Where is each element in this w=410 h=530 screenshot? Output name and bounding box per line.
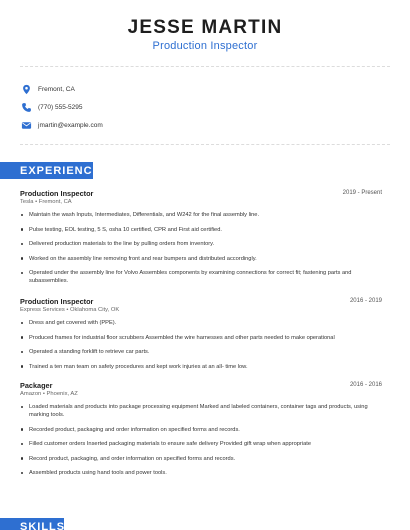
bullet-item: Recorded product, packaging and order information on specified forms and records. [20,426,382,434]
job-dates: 2019 - Present [342,190,382,196]
bullet-item: Pulse testing, EOL testing, 5 S, osha 10 certified, CPR and First aid certified. [20,226,382,234]
job-entry [20,381,382,484]
job-bullets [20,319,382,371]
job-company: Express Services • Oklahoma City, OK [20,307,120,313]
job-dates: 2016 - 2016 [349,382,382,388]
envelope-icon [20,119,32,131]
experience-heading: EXPERIENCE [0,162,93,179]
bullet-item: Loaded materials and products into package processing equipment Marked and labeled containers, container tags and products, using marking tools. [20,403,382,419]
candidate-title: Production Inspector [152,40,258,52]
bullet-item: Filled customer orders Inserted packaging materials to ensure safe delivery Provided gift wrap when appropriate [20,440,382,448]
candidate-name: JESSE MARTIN [127,17,283,38]
bullet-item: Maintain the wash Inputs, Intermediates, Differentials, and W242 for the final assembly line. [20,211,382,219]
map-pin-icon [20,83,32,95]
bullet-item: Delivered production materials to the line by pulling orders from inventory. [20,240,382,248]
job-dates: 2016 - 2019 [349,298,382,304]
job-bullets [20,403,382,477]
job-title: Packager [20,381,53,390]
contact-phone [20,100,82,114]
location-text: Fremont, CA [38,85,75,93]
job-bullets [20,211,382,285]
bullet-item: Operated under the assembly line for Volvo Assembles components by examining connections for correct fit; fastening parts and subassemblies. [20,269,382,285]
bullet-item: Dress and get covered with (PPE). [20,319,382,327]
phone-text: (770) 555-5295 [38,103,83,111]
job-company: Amazon • Phoenix, AZ [20,391,78,397]
job-title: Production Inspector [20,297,94,306]
header-divider [20,66,390,67]
email-text[interactable]: jmartin@example.com [38,121,103,129]
phone-icon [20,101,32,113]
contact-divider [20,144,390,145]
bullet-item: Trained a ten man team on safety procedures and kept work injuries at an all- time low. [20,363,382,371]
contact-location [20,82,75,96]
skills-heading: SKILLS [0,518,64,530]
bullet-item: Operated a standing forklift to retrieve car parts. [20,348,382,356]
bullet-item: Assembled products using hand tools and power tools. [20,469,382,477]
job-entry [20,297,382,377]
bullet-item: Produced frames for industrial floor scrubbers Assembled the wire harnesses and other parts needed to make operational [20,334,382,342]
job-title: Production Inspector [20,189,94,198]
job-entry [20,189,382,292]
bullet-item: Record product, packaging, and order information on specified forms and records. [20,455,382,463]
job-company: Tesla • Fremont, CA [20,199,72,205]
contact-email[interactable] [20,118,103,132]
bullet-item: Worked on the assembly line removing front and rear bumpers and distributed accordingly. [20,255,382,263]
